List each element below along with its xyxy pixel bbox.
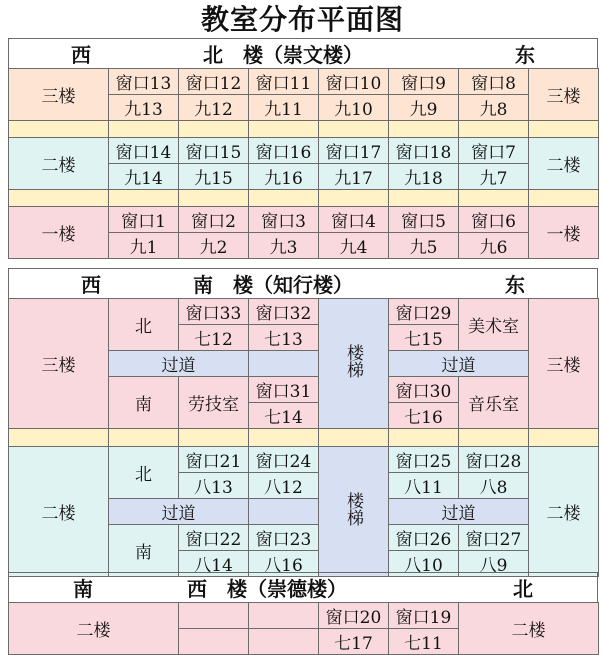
window-cell: 窗口29 [389,299,459,325]
class-cell: 九17 [319,164,389,190]
corridor: 过道 [109,499,249,525]
window-cell: 窗口17 [319,138,389,164]
building-name: 南 楼（知行楼） [193,273,353,297]
room-name: 音乐室 [459,377,529,429]
class-cell: 九16 [249,164,319,190]
window-cell: 窗口25 [389,447,459,473]
class-cell: 八8 [459,473,529,499]
south-label: 南 [109,377,179,429]
window-cell: 窗口24 [249,447,319,473]
page-title: 教室分布平面图 [200,3,404,36]
class-cell: 九1 [109,233,179,259]
window-cell: 窗口9 [389,69,459,95]
direction-east: 东 [505,273,525,297]
direction-west: 西 [71,43,91,67]
window-cell: 窗口27 [459,525,529,551]
room-name: 劳技室 [179,377,249,429]
north-label: 北 [109,299,179,351]
floor-row [9,207,599,233]
class-cell: 九12 [179,95,249,121]
class-cell: 九14 [109,164,179,190]
window-cell: 窗口23 [249,525,319,551]
floor-label: 二楼 [9,603,179,655]
class-cell: 九3 [249,233,319,259]
class-cell: 七17 [319,629,389,655]
window-cell: 窗口10 [319,69,389,95]
north-building-header [8,38,598,68]
class-cell: 九8 [459,95,529,121]
window-cell: 窗口30 [389,377,459,403]
floor-label: 二楼 [9,447,109,577]
floor-label: 三楼 [9,69,109,121]
floor-row [9,138,599,164]
class-cell: 七16 [389,403,459,429]
spacer-row [9,429,599,447]
floor-row [9,69,599,95]
window-cell: 窗口5 [389,207,459,233]
corridor: 过道 [389,351,529,377]
window-cell: 窗口4 [319,207,389,233]
class-cell: 八9 [459,551,529,577]
floor-label: 二楼 [529,138,599,190]
window-cell: 窗口32 [249,299,319,325]
window-cell: 窗口21 [179,447,249,473]
class-cell: 八11 [389,473,459,499]
stairs-label: 楼梯 [343,492,363,526]
class-cell: 九2 [179,233,249,259]
spacer-row [9,190,599,207]
class-cell: 七15 [389,325,459,351]
stairs [319,447,389,577]
class-cell: 七13 [249,325,319,351]
north-building-table [8,68,599,259]
room-name: 美术室 [459,299,529,351]
class-cell: 九18 [389,164,459,190]
class-cell: 九6 [459,233,529,259]
window-cell: 窗口33 [179,299,249,325]
south-building-table [8,298,599,577]
floor-label: 三楼 [529,69,599,121]
window-cell: 窗口19 [389,603,459,629]
class-cell: 八16 [249,551,319,577]
window-cell: 窗口20 [319,603,389,629]
north-label: 北 [109,447,179,499]
window-cell: 窗口26 [389,525,459,551]
stairs [319,299,389,429]
floor-label: 一楼 [9,207,109,259]
stairs-label: 楼梯 [343,344,363,378]
class-cell: 九10 [319,95,389,121]
class-cell: 九15 [179,164,249,190]
building-name: 西 楼（崇德楼） [187,577,347,601]
west-building-table [8,602,599,655]
corridor: 过道 [389,499,529,525]
class-cell: 八10 [389,551,459,577]
spacer-row [9,121,599,138]
floor-label: 三楼 [529,299,599,429]
class-cell: 八12 [249,473,319,499]
window-cell: 窗口6 [459,207,529,233]
class-cell: 九5 [389,233,459,259]
window-cell: 窗口2 [179,207,249,233]
class-cell: 八13 [179,473,249,499]
class-cell: 九9 [389,95,459,121]
class-cell: 八14 [179,551,249,577]
class-cell: 九4 [319,233,389,259]
window-cell: 窗口14 [109,138,179,164]
window-cell: 窗口7 [459,138,529,164]
window-cell: 窗口28 [459,447,529,473]
floor-label: 二楼 [459,603,599,655]
window-cell: 窗口3 [249,207,319,233]
floor-label: 二楼 [529,447,599,577]
south-label: 南 [109,525,179,577]
window-cell: 窗口13 [109,69,179,95]
window-cell: 窗口16 [249,138,319,164]
class-cell: 九11 [249,95,319,121]
class-cell: 七14 [249,403,319,429]
class-cell: 九13 [109,95,179,121]
floor-label: 三楼 [9,299,109,429]
building-name: 北 楼（崇文楼） [203,43,363,67]
floor-label: 二楼 [9,138,109,190]
window-cell: 窗口12 [179,69,249,95]
direction-west: 西 [81,273,101,297]
direction-south: 南 [73,577,93,601]
direction-north: 北 [513,577,533,601]
window-cell: 窗口31 [249,377,319,403]
direction-east: 东 [515,43,535,67]
class-cell: 九7 [459,164,529,190]
class-cell: 七11 [389,629,459,655]
class-cell: 七12 [179,325,249,351]
window-cell: 窗口11 [249,69,319,95]
floor-label: 一楼 [529,207,599,259]
window-cell: 窗口18 [389,138,459,164]
window-cell: 窗口22 [179,525,249,551]
south-building-header [8,268,598,298]
west-building [8,572,598,655]
window-cell: 窗口15 [179,138,249,164]
corridor: 过道 [109,351,249,377]
window-cell: 窗口1 [109,207,179,233]
south-building [8,268,598,577]
west-building-header [8,572,598,602]
window-cell: 窗口8 [459,69,529,95]
north-building [8,38,598,259]
